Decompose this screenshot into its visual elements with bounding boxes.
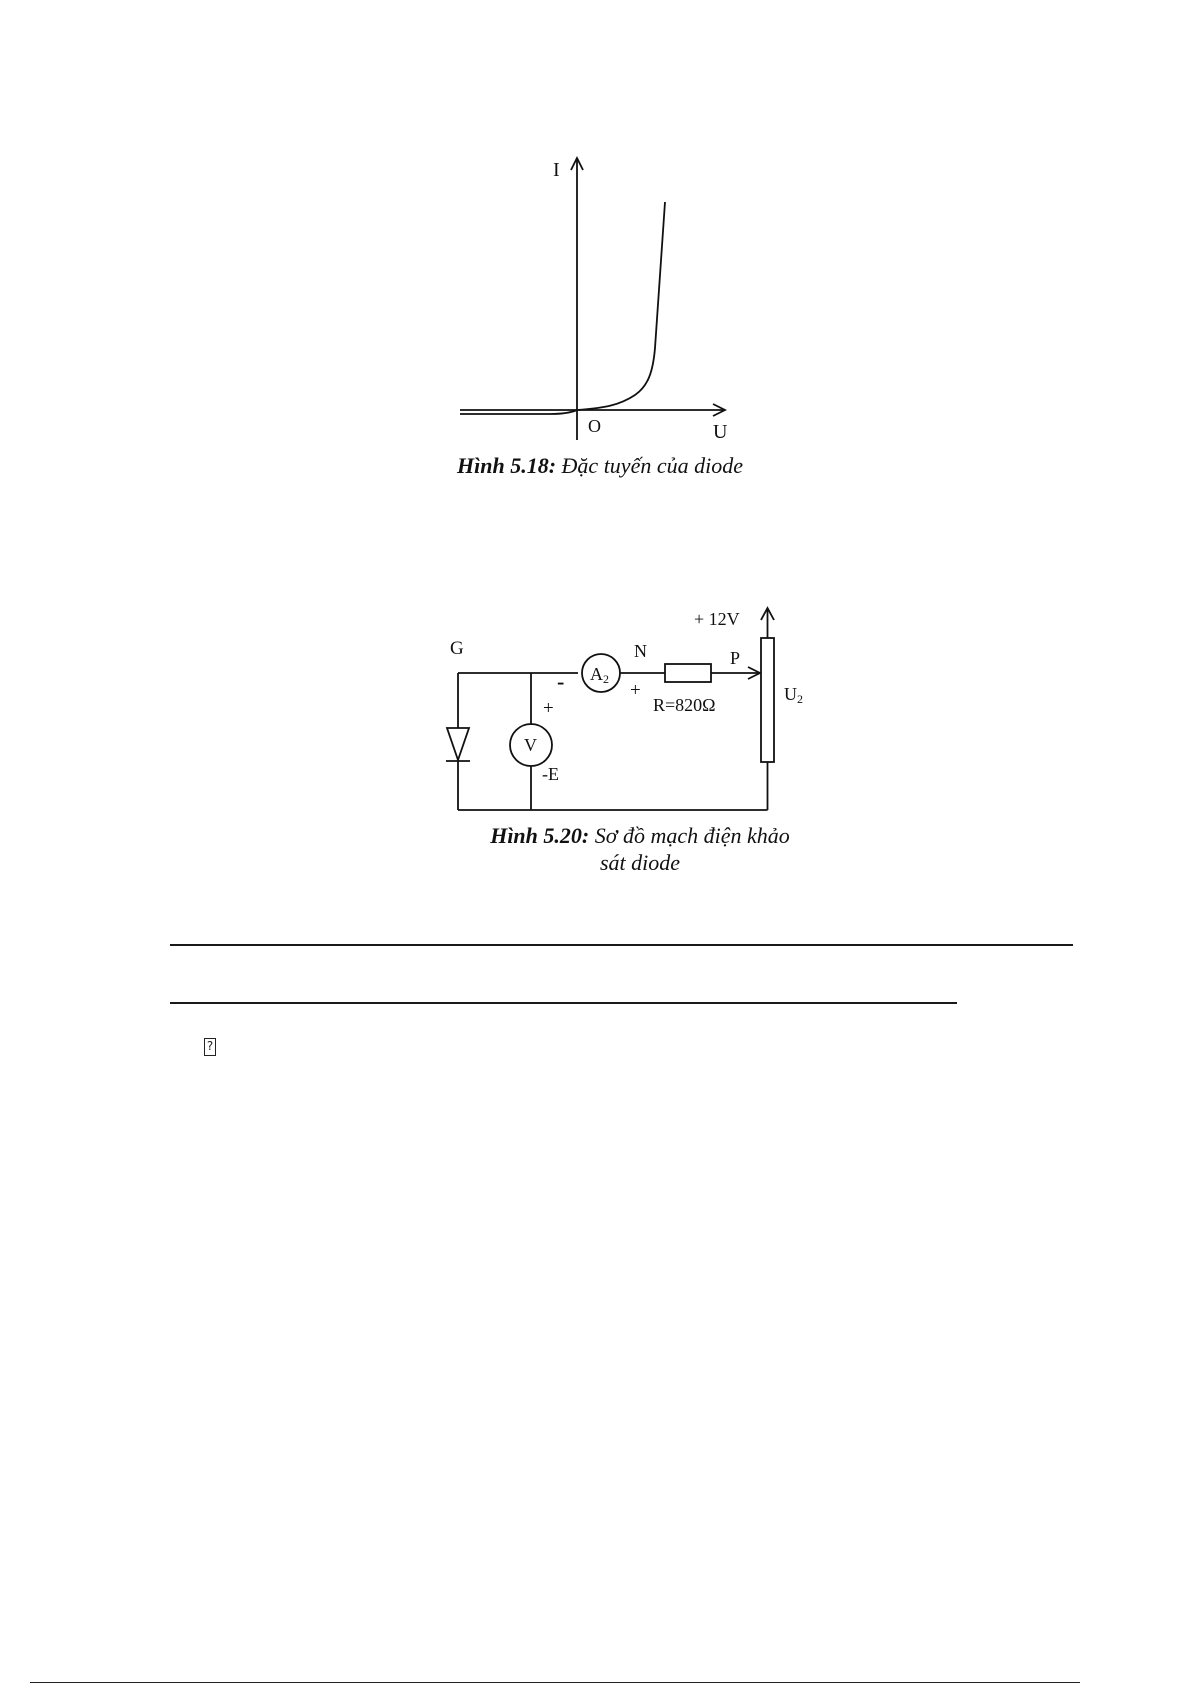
figure-diode-characteristic xyxy=(440,150,740,450)
figure-5-20-caption-text: Sơ đồ mạch điện khảo xyxy=(589,823,790,848)
diode-circuit-svg xyxy=(440,600,840,820)
i-axis-label: I xyxy=(553,159,560,181)
pot-label xyxy=(784,684,803,706)
figure-5-20-caption xyxy=(440,822,840,876)
missing-glyph-box: ? xyxy=(204,1038,216,1056)
horizontal-rule-2 xyxy=(170,1002,957,1004)
figure-5-18-caption-number: Hình 5.18: xyxy=(457,453,557,478)
ammeter-subscript: 2 xyxy=(603,672,609,686)
pot-subscript: 2 xyxy=(797,692,803,706)
ammeter-letter: A xyxy=(590,664,603,684)
figure-5-20-caption-text-2: sát diode xyxy=(599,850,681,875)
origin-label: O xyxy=(588,416,601,436)
voltmeter-label: V xyxy=(524,735,537,755)
u-axis-label: U xyxy=(713,421,728,443)
pot-letter: U xyxy=(784,684,797,704)
resistor-symbol xyxy=(665,664,711,682)
potentiometer-symbol xyxy=(761,638,774,762)
resistor-label: R=820Ω xyxy=(653,695,716,715)
ammeter-plus-label: + xyxy=(630,680,641,701)
node-g-label: G xyxy=(450,638,464,659)
voltmeter-plus-label: + xyxy=(543,698,554,719)
figure-5-20-caption-line1 xyxy=(440,822,840,849)
node-n-label: N xyxy=(634,641,647,661)
horizontal-rule-1 xyxy=(170,944,1073,946)
diode-curve-svg xyxy=(440,150,740,450)
ammeter-label xyxy=(590,664,609,686)
minus-e-label: -E xyxy=(542,764,559,784)
forward-curve xyxy=(577,202,665,410)
figure-5-18-caption-text: Đặc tuyến của diode xyxy=(556,453,743,478)
ammeter-minus-label: - xyxy=(557,669,565,694)
figure-5-20-caption-line2 xyxy=(440,849,840,876)
node-p-label: P xyxy=(730,648,741,668)
diode-triangle xyxy=(447,728,469,760)
supply-label: + 12V xyxy=(694,609,740,629)
figure-5-18-caption xyxy=(400,452,800,479)
figure-5-20-caption-number: Hình 5.20: xyxy=(490,823,590,848)
footer-rule xyxy=(30,1682,1080,1683)
figure-diode-circuit xyxy=(440,600,840,820)
